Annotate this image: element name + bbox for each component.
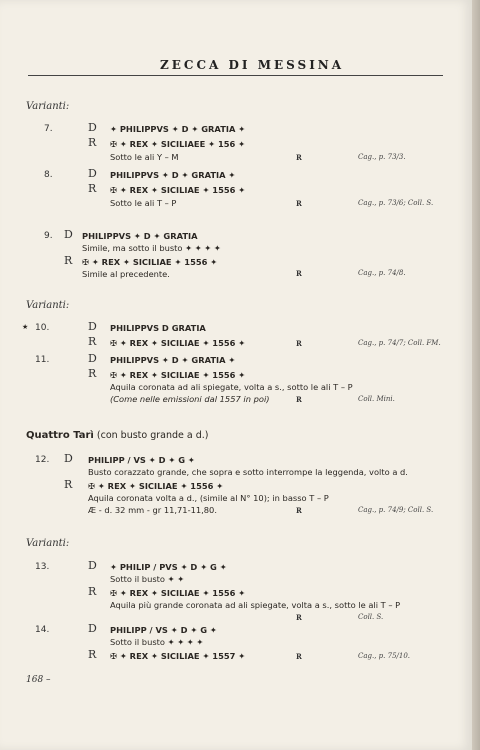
description: Aquila coronata volta a d., (simile al N° 10); in basso T – P [88,493,329,503]
obverse-legend: ✦ PHILIPPVS ✦ D ✦ GRATIA ✦ [110,124,246,134]
reference: Cag., p. 74/9; Coll. S. [358,506,434,514]
rarity: R [296,506,302,515]
reverse-symbol: R [88,136,97,149]
entry-number: 9. [44,231,53,241]
description: Simile, ma sotto il busto ✦ ✦ ✦ ✦ [82,243,221,253]
obverse-symbol: D [88,121,97,134]
description: Sotto il busto ✦ ✦ [110,574,185,584]
section-heading [26,430,209,441]
entry-number: 14. [35,625,50,635]
reverse-legend: ✠ ✦ REX ✦ SICILIAE ✦ 1556 ✦ [110,338,246,348]
reverse-legend: ✠ ✦ REX ✦ SICILIAE ✦ 1556 ✦ [88,481,224,491]
obverse-symbol: D [88,622,97,635]
description: Simile al precedente. [82,269,170,279]
page-edge [472,0,480,750]
varianti-heading: Varianti: [26,300,70,311]
rarity: R [296,269,302,278]
rarity: R [296,153,302,162]
reverse-symbol: R [88,648,97,661]
reverse-symbol: R [88,335,97,348]
description: Busto corazzato grande, che sopra e sotto interrompe la leggenda, volto a d. [88,467,408,477]
reverse-legend: ✠ ✦ REX ✦ SICILIAEE ✦ 156 ✦ [110,139,246,149]
description: Aquila più grande coronata ad ali spiegate, volta a s., sotto le ali T – P [110,600,401,610]
reverse-legend: ✠ ✦ REX ✦ SICILIAE ✦ 1557 ✦ [110,651,246,661]
rarity: R [296,652,302,661]
header-rule [28,75,443,76]
reverse-symbol: R [88,585,97,598]
description: Sotto il busto ✦ ✦ ✦ ✦ [110,637,204,647]
reverse-symbol: R [88,182,97,195]
entry-number: 8. [44,170,53,180]
varianti-heading: Varianti: [26,101,70,112]
entry-number: 12. [35,455,50,465]
obverse-symbol: D [88,167,97,180]
reference: Coll. Mini. [358,395,395,403]
obverse-symbol: D [64,452,73,465]
entry-number: 10. [35,323,50,333]
obverse-legend: PHILIPP / VS ✦ D ✦ G ✦ [110,625,217,635]
rarity: R [296,339,302,348]
specs: Æ - d. 32 mm - gr 11,71-11,80. [88,505,217,515]
reference: Cag., p. 74/8. [358,269,406,277]
description: Aquila coronata ad ali spiegate, volta a s., sotto le ali T – P [110,382,353,392]
rarity: R [296,395,302,404]
obverse-legend: PHILIPPVS D GRATIA [110,323,206,333]
reference: Cag., p. 74/7; Coll. FM. [358,339,441,347]
obverse-symbol: D [88,559,97,572]
reference: Cag., p. 73/6; Coll. S. [358,199,434,207]
entry-number: 7. [44,124,53,134]
note: (Come nelle emissioni dal 1557 in poi) [110,394,270,404]
obverse-symbol: D [88,352,97,365]
obverse-symbol: D [88,320,97,333]
reverse-legend: ✠ ✦ REX ✦ SICILIAE ✦ 1556 ✦ [110,370,246,380]
rarity: R [296,613,302,622]
reference: Cag., p. 73/3. [358,153,406,161]
obverse-legend: PHILIPPVS ✦ D ✦ GRATIA ✦ [110,170,236,180]
page-header: ZECCA DI MESSINA [160,58,345,72]
rarity: R [296,199,302,208]
reference: Coll. S. [358,613,384,621]
entry-number: 13. [35,562,50,572]
obverse-legend: PHILIPP / VS ✦ D ✦ G ✦ [88,455,195,465]
description: Sotto le ali Y – M [110,152,179,162]
page-number: 168 – [26,675,51,685]
obverse-legend: ✦ PHILIP / PVS ✦ D ✦ G ✦ [110,562,227,572]
reference: Cag., p. 75/10. [358,652,411,660]
obverse-legend: PHILIPPVS ✦ D ✦ GRATIA [82,231,198,241]
reverse-legend: ✠ ✦ REX ✦ SICILIAE ✦ 1556 ✦ [110,588,246,598]
star-icon: ★ [22,323,29,331]
description: Sotto le ali T – P [110,198,177,208]
reverse-symbol: R [64,478,73,491]
reverse-legend: ✠ ✦ REX ✦ SICILIAE ✦ 1556 ✦ [110,185,246,195]
obverse-legend: PHILIPPVS ✦ D ✦ GRATIA ✦ [110,355,236,365]
section-title: Quattro Tarì [26,430,94,441]
obverse-symbol: D [64,228,73,241]
section-subtitle: (con busto grande a d.) [96,430,209,441]
reverse-symbol: R [88,367,97,380]
reverse-legend: ✠ ✦ REX ✦ SICILIAE ✦ 1556 ✦ [82,257,218,267]
entry-number: 11. [35,355,50,365]
reverse-symbol: R [64,254,73,267]
varianti-heading: Varianti: [26,538,70,549]
